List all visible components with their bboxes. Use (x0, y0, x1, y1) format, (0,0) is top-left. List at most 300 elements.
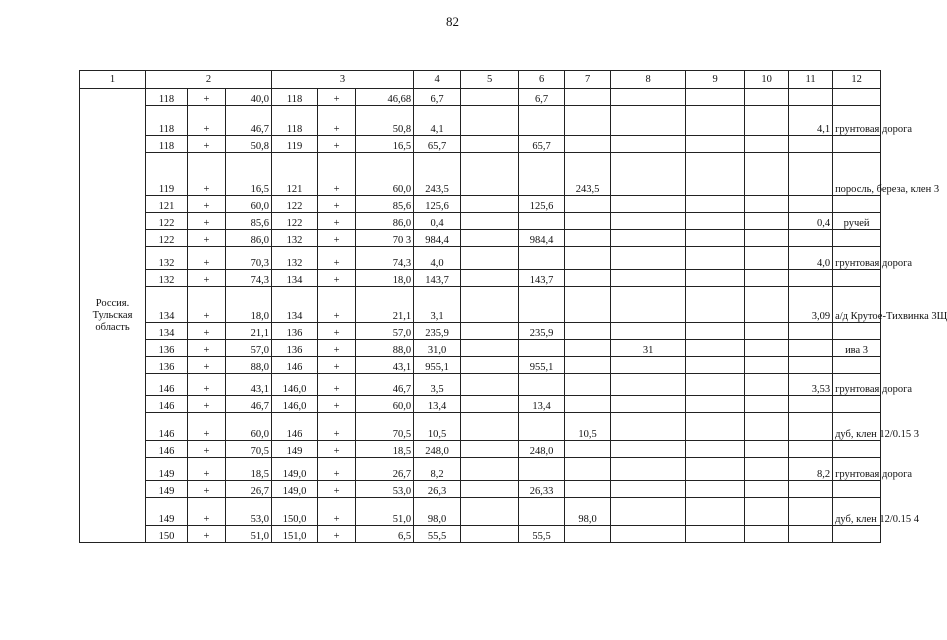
table-cell: + (188, 396, 226, 413)
table-cell (686, 153, 745, 196)
table-cell (686, 287, 745, 323)
table-cell: 4,1 (789, 106, 833, 136)
table-cell: + (188, 526, 226, 543)
header-cell: 2 (146, 71, 272, 89)
table-cell: + (318, 153, 356, 196)
table-cell: 143,7 (519, 270, 565, 287)
table-cell (833, 136, 881, 153)
table-cell (686, 340, 745, 357)
table-cell (565, 106, 611, 136)
table-cell: + (318, 247, 356, 270)
table-cell (833, 357, 881, 374)
table-cell: + (318, 323, 356, 340)
table-cell (611, 247, 686, 270)
table-cell: 984,4 (519, 230, 565, 247)
table-cell (611, 106, 686, 136)
table-cell (611, 357, 686, 374)
header-row (80, 71, 881, 89)
table-cell: дуб, клен 12/0.15 3 (833, 413, 881, 441)
table-cell: 132 (272, 247, 318, 270)
table-cell: + (188, 230, 226, 247)
table-cell: 46,7 (226, 396, 272, 413)
table-cell (745, 413, 789, 441)
region-cell: Россия. Тульская область (80, 89, 146, 543)
table-cell: 121 (146, 196, 188, 213)
table-cell: + (318, 287, 356, 323)
table-cell (519, 106, 565, 136)
table-cell: 21,1 (356, 287, 414, 323)
table-cell (461, 396, 519, 413)
table-cell: + (188, 413, 226, 441)
table-cell: + (318, 340, 356, 357)
table-cell: + (188, 374, 226, 396)
table-cell (789, 196, 833, 213)
table-cell: + (188, 196, 226, 213)
table-cell (745, 498, 789, 526)
table-cell: + (318, 136, 356, 153)
table-cell: + (318, 441, 356, 458)
table-cell: ручей (833, 213, 881, 230)
table-cell: + (318, 498, 356, 526)
table-cell: 122 (146, 213, 188, 230)
table-cell: 146 (146, 441, 188, 458)
table-cell: 118 (146, 136, 188, 153)
table-cell (745, 230, 789, 247)
table-cell (611, 136, 686, 153)
table-cell (745, 247, 789, 270)
table-cell: 57,0 (356, 323, 414, 340)
table-cell: 136 (146, 357, 188, 374)
table-cell (461, 136, 519, 153)
table-cell: 243,5 (414, 153, 461, 196)
table-cell (611, 526, 686, 543)
table-cell (686, 213, 745, 230)
table-cell: 46,7 (356, 374, 414, 396)
table-cell (611, 413, 686, 441)
table-cell (686, 498, 745, 526)
table-cell (565, 396, 611, 413)
table-row (80, 213, 881, 230)
table-cell (789, 526, 833, 543)
table-row (80, 413, 881, 441)
table-cell: 3,5 (414, 374, 461, 396)
table-cell: + (318, 526, 356, 543)
table-cell: + (318, 196, 356, 213)
table-cell: 6,7 (519, 89, 565, 106)
table-cell: 118 (272, 89, 318, 106)
table-cell: 26,33 (519, 481, 565, 498)
table-cell: 122 (146, 230, 188, 247)
table-cell: 31,0 (414, 340, 461, 357)
table-cell (686, 396, 745, 413)
table-cell (519, 374, 565, 396)
table-cell: + (318, 213, 356, 230)
header-cell: 1 (80, 71, 146, 89)
table-cell (565, 136, 611, 153)
table-cell: 143,7 (414, 270, 461, 287)
table-cell (745, 287, 789, 323)
table-cell (611, 196, 686, 213)
table-cell: + (188, 357, 226, 374)
table-cell (461, 287, 519, 323)
table-cell: 0,4 (414, 213, 461, 230)
table-cell (461, 458, 519, 481)
table-cell (611, 270, 686, 287)
table-row (80, 374, 881, 396)
table-cell: 149 (146, 458, 188, 481)
table-cell: 149,0 (272, 481, 318, 498)
table-row (80, 340, 881, 357)
table-cell: 146,0 (272, 396, 318, 413)
table-cell: 13,4 (414, 396, 461, 413)
table-cell (789, 357, 833, 374)
table-cell (565, 481, 611, 498)
table-cell (461, 526, 519, 543)
table-cell (519, 153, 565, 196)
table-cell: 3,09 (789, 287, 833, 323)
table-cell: 50,8 (356, 106, 414, 136)
table-cell: 98,0 (565, 498, 611, 526)
table-cell (611, 89, 686, 106)
header-cell: 4 (414, 71, 461, 89)
table-cell: 122 (272, 196, 318, 213)
table-cell (745, 89, 789, 106)
table-row (80, 323, 881, 340)
table-cell (745, 323, 789, 340)
table-cell (611, 287, 686, 323)
table-cell: 55,5 (414, 526, 461, 543)
table-cell: 74,3 (226, 270, 272, 287)
table-cell (461, 340, 519, 357)
table-cell: 70,5 (226, 441, 272, 458)
table-cell: + (188, 481, 226, 498)
table-cell (565, 441, 611, 458)
table-row (80, 89, 881, 106)
table-cell (461, 481, 519, 498)
table-cell (519, 287, 565, 323)
table-cell: 16,5 (356, 136, 414, 153)
table-cell: 46,7 (226, 106, 272, 136)
table-cell (745, 357, 789, 374)
table-cell (745, 196, 789, 213)
table-cell: 136 (146, 340, 188, 357)
table-cell: 125,6 (519, 196, 565, 213)
table-cell: 26,7 (356, 458, 414, 481)
table-cell: 149 (146, 498, 188, 526)
table-row (80, 153, 881, 196)
table-cell: + (188, 213, 226, 230)
table-cell: + (188, 340, 226, 357)
table-cell: + (188, 136, 226, 153)
table-cell: 146,0 (272, 374, 318, 396)
table-cell (686, 526, 745, 543)
header-cell: 12 (833, 71, 881, 89)
table-cell (789, 270, 833, 287)
table-cell: 88,0 (356, 340, 414, 357)
table-cell (686, 374, 745, 396)
table-cell (789, 89, 833, 106)
table-cell (565, 526, 611, 543)
table-cell (461, 213, 519, 230)
table-cell: + (318, 89, 356, 106)
table-cell (745, 136, 789, 153)
table-cell (565, 458, 611, 481)
table-cell (611, 396, 686, 413)
table-cell: 146 (272, 357, 318, 374)
table-cell: 16,5 (226, 153, 272, 196)
table-cell (461, 441, 519, 458)
table-cell (789, 340, 833, 357)
table-cell (686, 413, 745, 441)
table-cell: 119 (272, 136, 318, 153)
table-cell: 955,1 (414, 357, 461, 374)
table-row (80, 481, 881, 498)
table-cell (611, 498, 686, 526)
table-cell: 10,5 (414, 413, 461, 441)
table-row (80, 357, 881, 374)
table-cell (686, 323, 745, 340)
table-cell: 51,0 (226, 526, 272, 543)
table-cell (611, 323, 686, 340)
table-cell (789, 323, 833, 340)
table-cell (789, 136, 833, 153)
header-cell: 5 (461, 71, 519, 89)
table-cell (745, 396, 789, 413)
table-cell (461, 106, 519, 136)
table-cell (565, 340, 611, 357)
table-cell: 86,0 (356, 213, 414, 230)
table-cell: 74,3 (356, 247, 414, 270)
table-cell (686, 230, 745, 247)
table-cell: 26,3 (414, 481, 461, 498)
table-cell: 8,2 (789, 458, 833, 481)
table-cell: 70,3 (226, 247, 272, 270)
table-cell (686, 270, 745, 287)
table-cell: 134 (272, 287, 318, 323)
table-cell (833, 270, 881, 287)
header-cell: 9 (686, 71, 745, 89)
table-cell (611, 230, 686, 247)
table-cell: + (188, 247, 226, 270)
table-cell (833, 196, 881, 213)
table-cell: 4,1 (414, 106, 461, 136)
table-cell (745, 481, 789, 498)
table-cell (461, 498, 519, 526)
table-cell (565, 196, 611, 213)
table-cell: + (188, 153, 226, 196)
table-cell (461, 357, 519, 374)
table-cell: поросль, береза, клен 3 (833, 153, 881, 196)
table-cell (745, 441, 789, 458)
table-cell (789, 396, 833, 413)
table-cell: + (188, 270, 226, 287)
table-cell (611, 458, 686, 481)
table-cell (461, 89, 519, 106)
table-cell: 31 (611, 340, 686, 357)
table-cell (611, 374, 686, 396)
table-cell (833, 396, 881, 413)
table-cell: 146 (272, 413, 318, 441)
table-cell (833, 89, 881, 106)
table-cell (611, 441, 686, 458)
table-cell: 60,0 (226, 196, 272, 213)
table-cell: + (188, 287, 226, 323)
table-cell: 149 (146, 481, 188, 498)
table-cell (461, 247, 519, 270)
header-cell: 6 (519, 71, 565, 89)
table-cell: 248,0 (519, 441, 565, 458)
header-cell: 7 (565, 71, 611, 89)
table-cell (789, 498, 833, 526)
table-cell: дуб, клен 12/0.15 4 (833, 498, 881, 526)
table-cell (686, 481, 745, 498)
table-cell: 53,0 (356, 481, 414, 498)
table-cell (789, 441, 833, 458)
table-cell: 150 (146, 526, 188, 543)
table-cell: 65,7 (519, 136, 565, 153)
table-cell: 3,1 (414, 287, 461, 323)
table-cell: + (318, 106, 356, 136)
table-cell: 88,0 (226, 357, 272, 374)
table-cell (565, 357, 611, 374)
table-cell (833, 230, 881, 247)
table-cell: 955,1 (519, 357, 565, 374)
table-cell: 26,7 (226, 481, 272, 498)
table-cell (565, 230, 611, 247)
survey-table (79, 70, 947, 543)
table-cell: 70,5 (356, 413, 414, 441)
table-cell: 118 (146, 89, 188, 106)
table-cell: + (318, 396, 356, 413)
table-cell: + (188, 323, 226, 340)
table-cell (519, 247, 565, 270)
table-cell: грунтовая дорога (833, 106, 881, 136)
table-cell (833, 481, 881, 498)
table-cell: 18,5 (356, 441, 414, 458)
table-cell (686, 89, 745, 106)
table-cell (461, 270, 519, 287)
table-row (80, 526, 881, 543)
header-cell: 11 (789, 71, 833, 89)
table-cell: ива 3 (833, 340, 881, 357)
table-cell (519, 413, 565, 441)
table-cell: + (188, 498, 226, 526)
table-cell: 0,4 (789, 213, 833, 230)
table-cell (789, 413, 833, 441)
table-cell: 70 3 (356, 230, 414, 247)
table-row (80, 106, 881, 136)
table-cell (833, 441, 881, 458)
table-cell: 151,0 (272, 526, 318, 543)
table-cell (565, 323, 611, 340)
table-cell (745, 106, 789, 136)
table-cell (519, 213, 565, 230)
table-cell: + (188, 458, 226, 481)
table-cell: 65,7 (414, 136, 461, 153)
table-cell: 132 (146, 247, 188, 270)
table-cell: 136 (272, 340, 318, 357)
table-row (80, 498, 881, 526)
table-cell: 43,1 (226, 374, 272, 396)
table-cell: 149 (272, 441, 318, 458)
table-cell: 21,1 (226, 323, 272, 340)
table-cell: грунтовая дорога (833, 247, 881, 270)
table-cell: 235,9 (414, 323, 461, 340)
table-cell: 10,5 (565, 413, 611, 441)
table-cell (565, 247, 611, 270)
table-cell (461, 196, 519, 213)
table-cell (745, 526, 789, 543)
table-cell: 18,0 (356, 270, 414, 287)
table-row (80, 287, 881, 323)
table-cell: 46,68 (356, 89, 414, 106)
table-cell (461, 323, 519, 340)
table-cell (745, 340, 789, 357)
table-row (80, 196, 881, 213)
table-cell: 55,5 (519, 526, 565, 543)
table-cell: 118 (272, 106, 318, 136)
table-cell: 60,0 (226, 413, 272, 441)
table-cell (565, 213, 611, 230)
table-cell (519, 340, 565, 357)
table-cell (686, 247, 745, 270)
table-cell (461, 153, 519, 196)
table-cell: 53,0 (226, 498, 272, 526)
table-cell: + (318, 230, 356, 247)
table-row (80, 230, 881, 247)
table-cell: 43,1 (356, 357, 414, 374)
table-cell: 60,0 (356, 153, 414, 196)
table-cell (461, 230, 519, 247)
table-cell (686, 106, 745, 136)
table-cell (789, 230, 833, 247)
table-cell: 121 (272, 153, 318, 196)
table-cell (565, 270, 611, 287)
table-cell: 8,2 (414, 458, 461, 481)
table-cell: 134 (146, 287, 188, 323)
header-cell: 10 (745, 71, 789, 89)
table-cell (461, 374, 519, 396)
table-cell: 50,8 (226, 136, 272, 153)
table-cell (519, 498, 565, 526)
table-cell: 235,9 (519, 323, 565, 340)
table-cell: + (188, 106, 226, 136)
table-cell: 146 (146, 413, 188, 441)
table-cell: 118 (146, 106, 188, 136)
table-cell: + (188, 441, 226, 458)
table-cell: + (188, 89, 226, 106)
table-cell: 85,6 (226, 213, 272, 230)
table-cell (519, 458, 565, 481)
table-cell: 146 (146, 396, 188, 413)
table-cell (745, 374, 789, 396)
table-row (80, 136, 881, 153)
table-cell: 3,53 (789, 374, 833, 396)
table-cell (686, 441, 745, 458)
table-cell: 4,0 (414, 247, 461, 270)
table-cell (686, 136, 745, 153)
table-cell (789, 481, 833, 498)
table-cell: 4,0 (789, 247, 833, 270)
table-row (80, 270, 881, 287)
table-cell: + (318, 270, 356, 287)
table-cell: 18,5 (226, 458, 272, 481)
table-cell: 40,0 (226, 89, 272, 106)
table-cell: + (318, 374, 356, 396)
table-cell: + (318, 357, 356, 374)
table-cell: 132 (272, 230, 318, 247)
table-cell: а/д Крутое-Тихвинка 3Щ (833, 287, 881, 323)
